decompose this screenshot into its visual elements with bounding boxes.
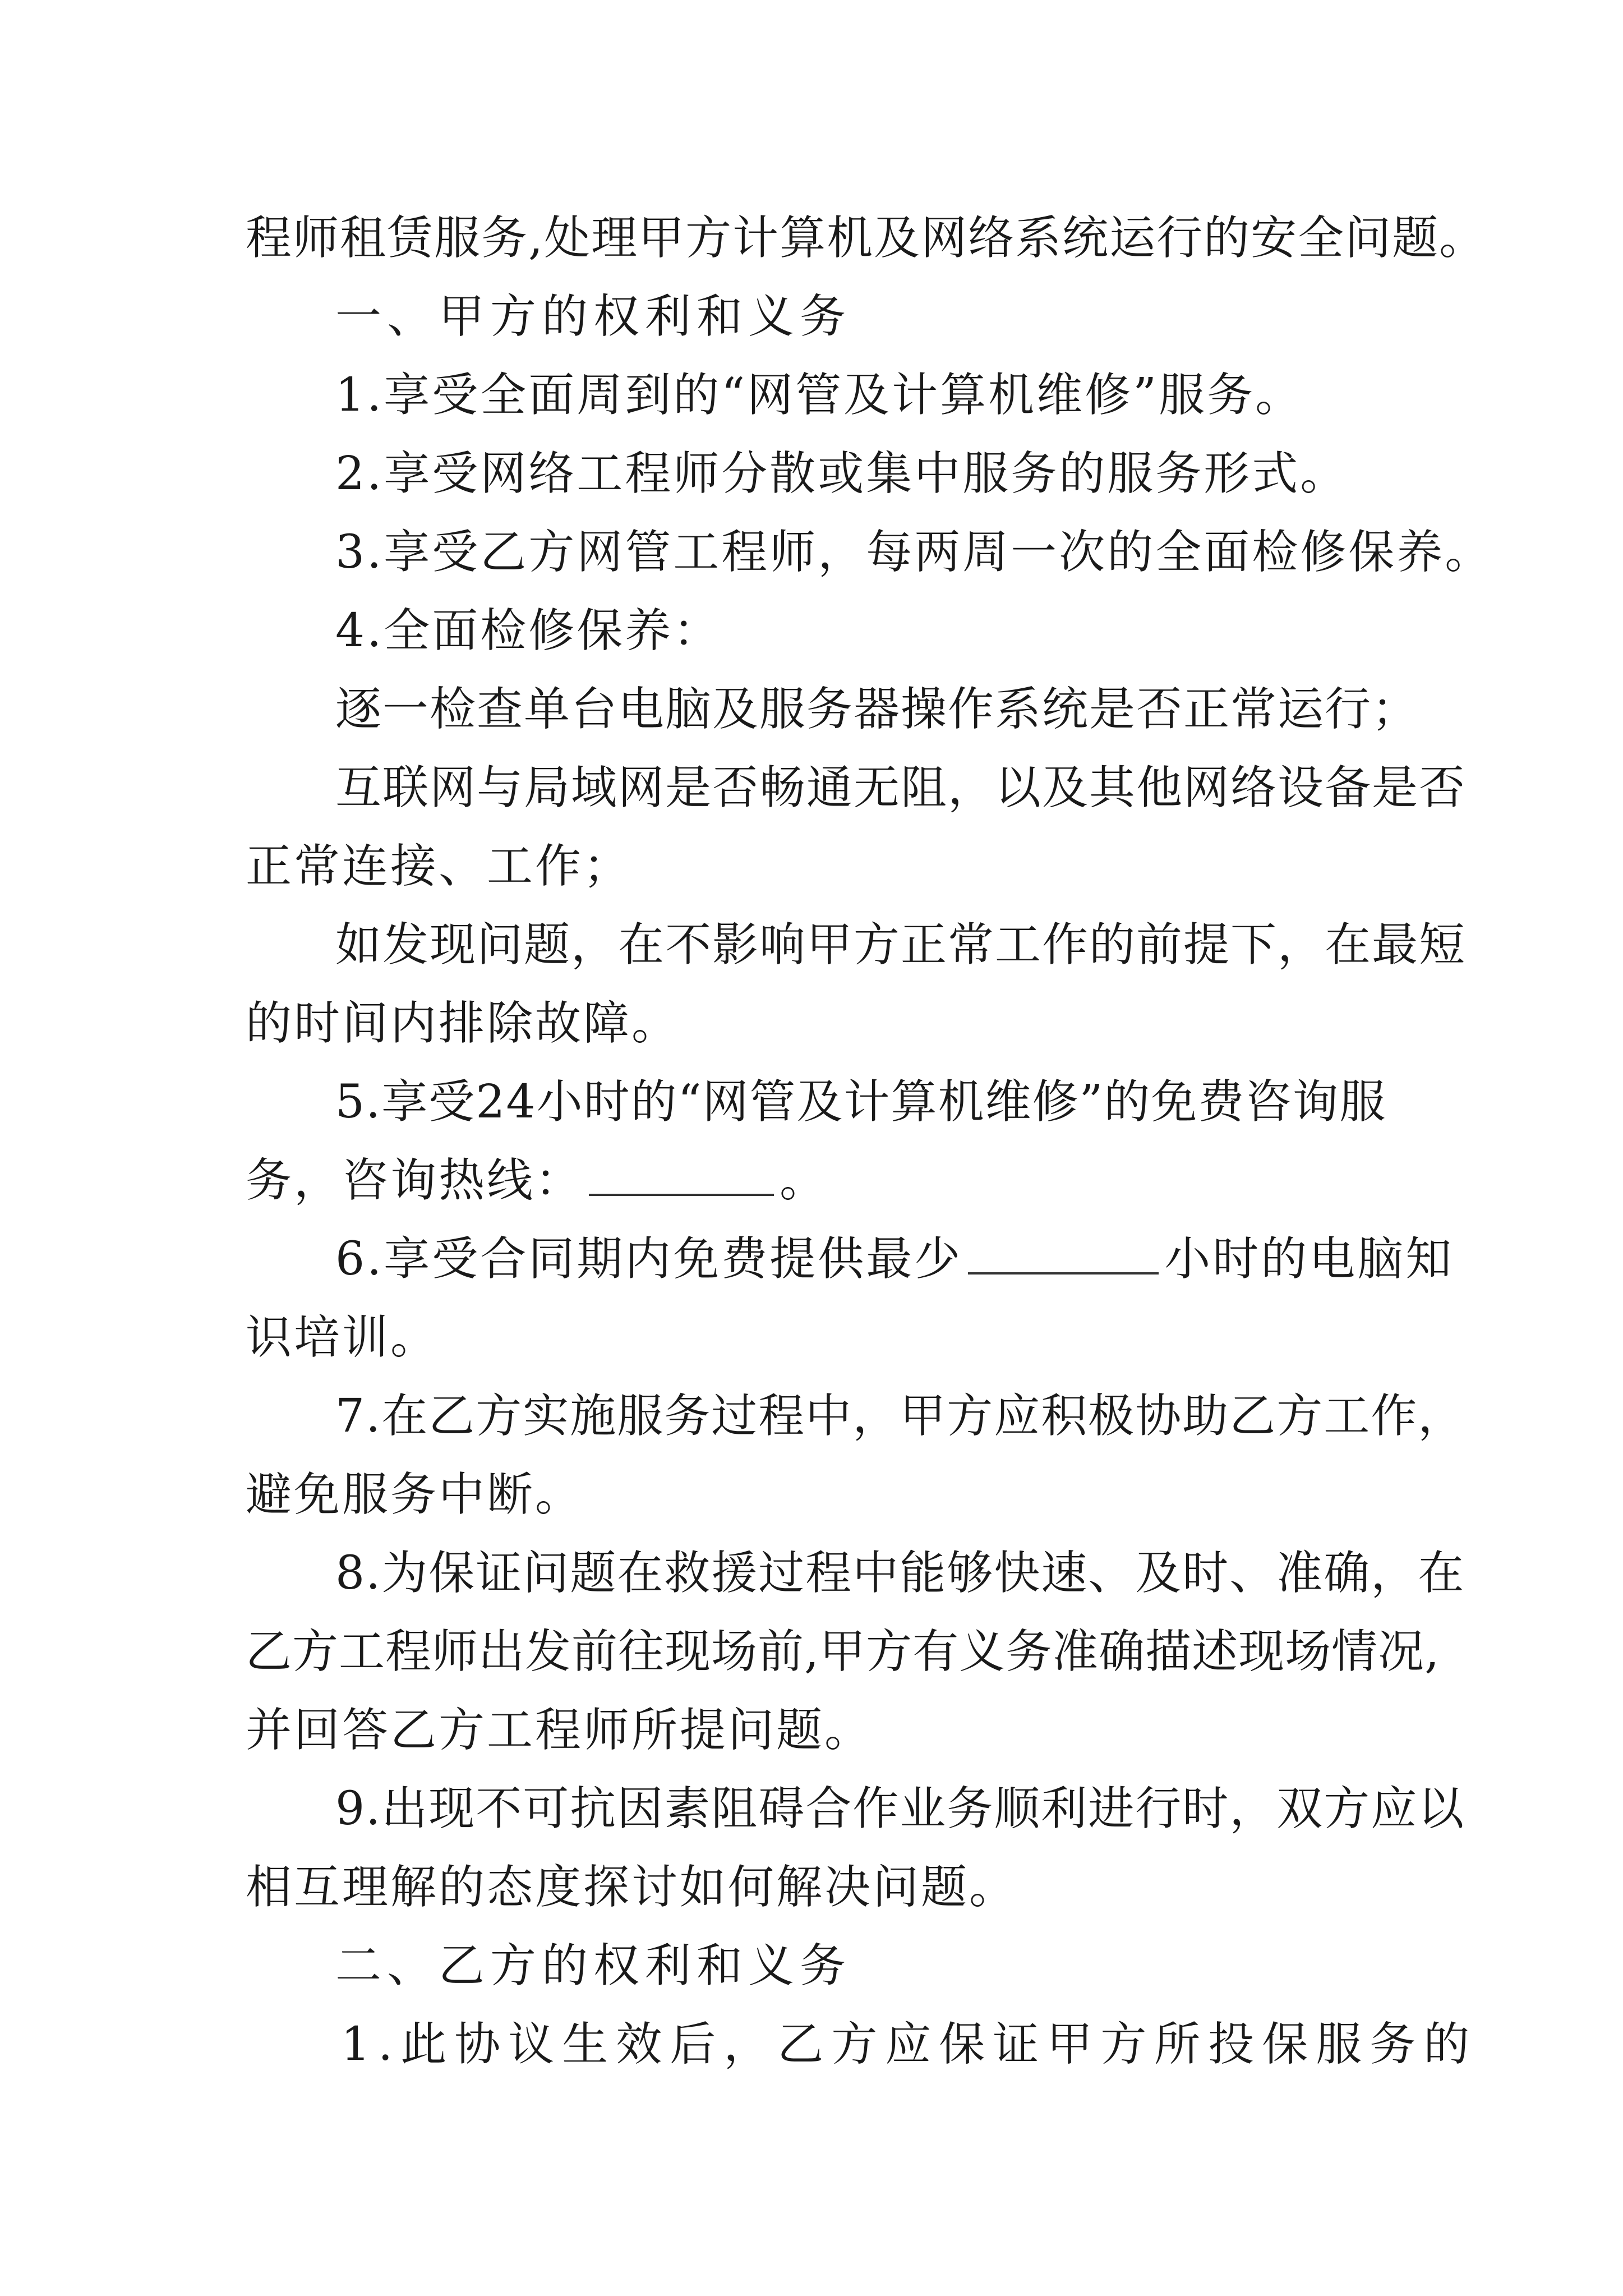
text-line: 并回答乙方工程师所提问题。 — [246, 1704, 873, 1757]
text-line: 程师租赁服务,处理甲方计算机及网络系统运行的安全问题。 — [246, 211, 1487, 265]
text-segment: 6.享受合同期内免费提供最少 — [335, 1232, 963, 1286]
text-segment: 务，咨询热线： — [246, 1154, 584, 1207]
text-line: 1.享受全面周到的“网管及计算机维修”服务。 — [335, 369, 1304, 422]
text-line: 避免服务中断。 — [246, 1468, 584, 1521]
text-line: 5.享受24小时的“网管及计算机维修”的免费咨询服 — [335, 1075, 1387, 1129]
text-line: 7.在乙方实施服务过程中，甲方应积极协助乙方工作， — [335, 1389, 1465, 1443]
text-line: 9.出现不可抗因素阻碍合作业务顺利进行时，双方应以 — [335, 1782, 1465, 1835]
text-line — [246, 1139, 828, 1223]
text-line: 正常连接、工作； — [246, 840, 632, 893]
text-line: 互联网与局域网是否畅通无阻，以及其他网络设备是否 — [335, 761, 1467, 815]
text-line: 逐一检查单台电脑及服务器操作系统是否正常运行； — [335, 683, 1419, 736]
text-line: 2.享受网络工程师分散或集中服务的服务形式。 — [335, 447, 1349, 500]
text-line: 8.为保证问题在救援过程中能够快速、及时、准确，在 — [335, 1547, 1465, 1600]
text-line: 4.全面检修保养： — [335, 604, 722, 657]
text-segment: 。 — [780, 1154, 828, 1207]
text-line: 3.享受乙方网管工程师，每两周一次的全面检修保养。 — [335, 526, 1493, 579]
section-heading: 一、甲方的权利和义务 — [335, 290, 852, 343]
text-line: 1.此协议生效后，乙方应保证甲方所投保服务的 — [341, 2018, 1478, 2071]
text-line — [335, 1217, 1454, 1301]
section-heading: 二、乙方的权利和义务 — [335, 1939, 852, 1993]
text-line: 相互理解的态度探讨如何解决问题。 — [246, 1861, 1018, 1914]
text-line: 的时间内排除故障。 — [246, 997, 680, 1050]
text-line: 乙方工程师出发前往现场前,甲方有义务准确描述现场情况, — [246, 1625, 1440, 1678]
hotline-blank — [589, 1160, 774, 1196]
text-segment: 小时的电脑知 — [1164, 1232, 1454, 1286]
text-line: 识培训。 — [246, 1311, 439, 1364]
text-line: 如发现问题，在不影响甲方正常工作的前提下，在最短 — [335, 918, 1467, 972]
training-hours-blank — [968, 1239, 1159, 1274]
